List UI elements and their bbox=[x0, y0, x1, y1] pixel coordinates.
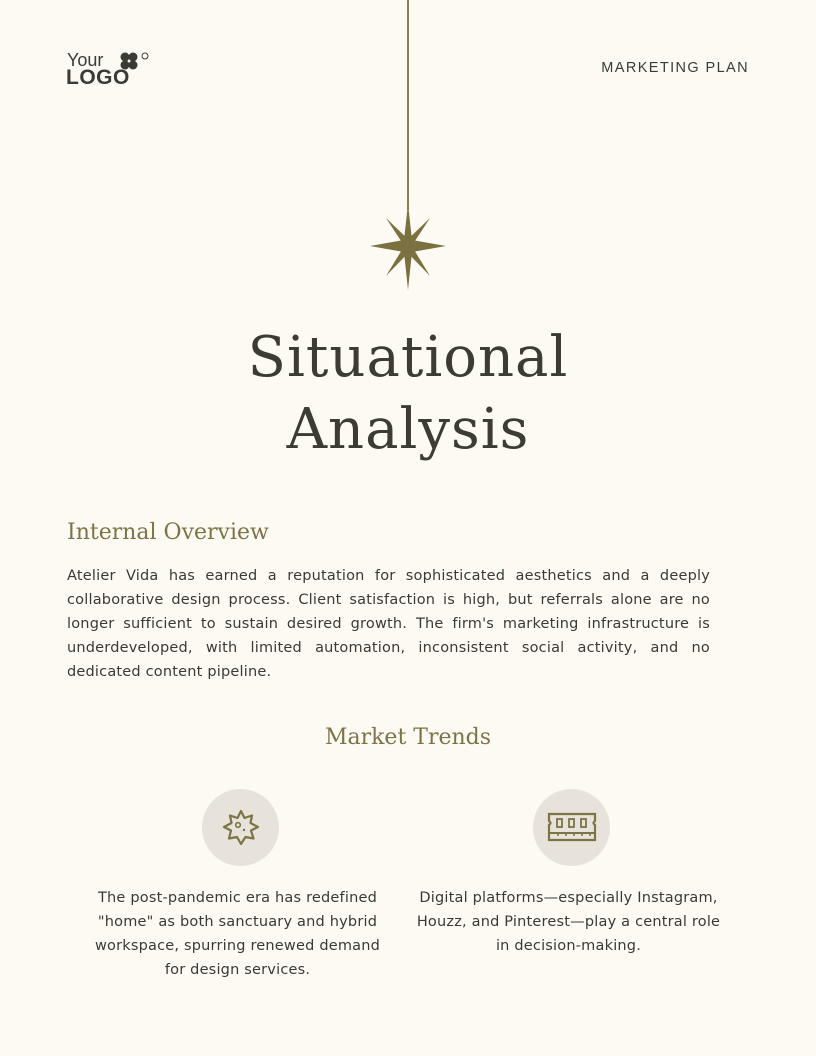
star-icon bbox=[368, 204, 448, 290]
market-trends-heading: Market Trends bbox=[324, 725, 492, 750]
logo bbox=[66, 50, 156, 90]
trend-text: The post-pandemic era has redefined "home" as both sanctuary and hybrid workspace, spurring renewed demand for design services. bbox=[94, 890, 381, 978]
virus-icon bbox=[221, 808, 261, 848]
page-title bbox=[0, 322, 816, 466]
logo-text-logo: LOGO bbox=[66, 66, 130, 89]
memory-icon bbox=[547, 812, 597, 844]
internal-overview-text: Atelier Vida has earned a reputation for sophisticated aesthetics and a deeply collaborative design process. Client satisfaction is high, but referrals alone are no longer sufficient to sustain desired growth. The firm's marketing infrastructure is underdeveloped, with limited automation, inconsistent social activity, and no dedicated content pipeline. bbox=[67, 568, 710, 680]
divider-line bbox=[407, 0, 409, 210]
logo-text-your: Your bbox=[67, 50, 104, 70]
trend-icon-circle bbox=[202, 789, 279, 866]
header-label: MARKETING PLAN bbox=[601, 60, 749, 76]
title-line-2: Analysis bbox=[286, 397, 530, 462]
internal-overview-heading: Internal Overview bbox=[67, 520, 269, 545]
trend-text: Digital platforms—especially Instagram, Houzz, and Pinterest—play a central role in decision-making. bbox=[416, 890, 721, 954]
title-line-1: Situational bbox=[247, 325, 569, 390]
trend-icon-circle bbox=[533, 789, 610, 866]
